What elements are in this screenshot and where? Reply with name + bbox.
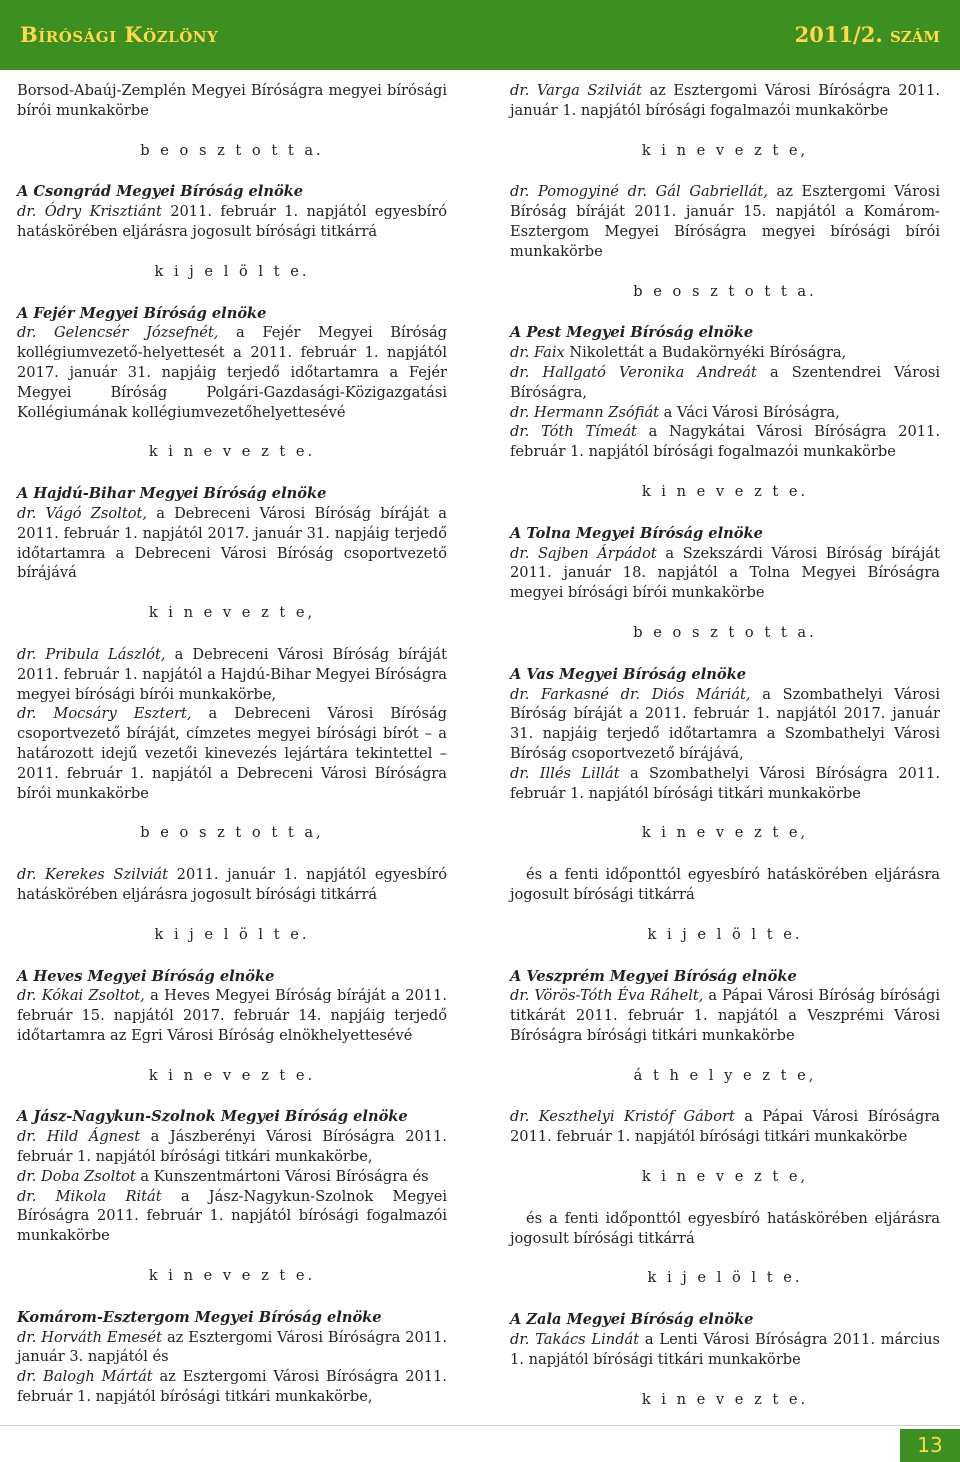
person-name: dr. Takács Lindát — [510, 1331, 640, 1349]
person-name: dr. Sajben Árpádot — [510, 544, 657, 562]
paragraph: és a fenti időponttól egyesbíró hatáskörében eljárásra jogosult bírósági titkárrá — [510, 866, 940, 903]
person-name: dr. Kókai Zsoltot, — [17, 987, 145, 1005]
paragraph-text: a Debreceni Városi Bíróság bíráját a 2011. február 1. napjától 2017. január 31. napjáig terjedő időtartamra a Debreceni Városi Bíróság csoportvezető bírájává — [17, 504, 447, 582]
paragraph — [17, 1367, 447, 1407]
paragraph-text: a Váci Városi Bíróságra, — [659, 403, 840, 421]
decision-verb: k i j e l ö l t e. — [154, 262, 310, 280]
section-heading: Komárom-Esztergom Megyei Bíróság elnöke — [17, 1308, 382, 1326]
paragraph-text: a Jász-Nagykun-Szolnok Megyei Bíróságra 2011. február 1. napjától bírósági fogalmazói munkakörbe — [17, 1187, 447, 1245]
decision-verb: k i n e v e z t e. — [148, 443, 316, 461]
person-name: dr. Hild Ágnest — [17, 1128, 141, 1146]
paragraph-text: a Debreceni Városi Bíróság bíráját 2011. február 1. napjától a Hajdú-Bihar Megyei Bíróságra megyei bírósági bírói munkakörbe, — [17, 645, 447, 703]
paragraph — [510, 182, 940, 261]
paragraph-text: a Kunszentmártoni Városi Bíróságra és — [135, 1167, 429, 1185]
decision-verb: k i j e l ö l t e. — [154, 925, 310, 943]
paragraph-text: Nikolettát a Budakörnyéki Bíróságra, — [564, 344, 847, 362]
paragraph — [510, 986, 940, 1045]
paragraph-text: a Pápai Városi Bíróságra 2011. február 1. napjától bírósági titkári munkakörbe — [510, 1108, 940, 1146]
decision-verb: k i n e v e z t e. — [148, 1267, 316, 1285]
decision-verb: k i j e l ö l t e. — [647, 1269, 803, 1287]
section-heading: A Heves Megyei Bíróság elnöke — [17, 967, 275, 985]
decision-verb: b e o s z t o t t a. — [633, 623, 817, 641]
section-heading: A Zala Megyei Bíróság elnöke — [510, 1311, 754, 1329]
paragraph — [510, 544, 940, 603]
section-heading: A Vas Megyei Bíróság elnöke — [510, 665, 747, 683]
paragraph-text: 2011. január 1. napjától egyesbíró hatáskörében eljárásra jogosult bírósági titkárrá — [17, 866, 447, 903]
paragraph — [510, 685, 940, 764]
person-name: dr. Vörös-Tóth Éva Ráhelt, — [510, 987, 704, 1005]
issue-label: 2011/2. szám — [794, 22, 940, 47]
decision-verb: k i n e v e z t e. — [641, 1390, 809, 1408]
person-name: dr. Pomogyiné dr. Gál Gabriellát, — [510, 183, 768, 201]
person-name: dr. Illés Lillát — [510, 764, 620, 782]
person-name: dr. Keszthelyi Kristóf Gábort — [510, 1108, 735, 1126]
paragraph-text: a Debreceni Városi Bíróság csoportvezető bíráját, címzetes megyei bírósági bírót – a határozott idejű vezetői kinevezés lejártára tekintettel – 2011. február 1. napjától a Debreceni Városi Bíróságra bírói munkakörbe — [17, 705, 447, 802]
paragraph-text: az Esztergomi Városi Bíróságra 2011. február 1. napjától bírósági titkári munkakörbe, — [17, 1368, 447, 1406]
decision-verb: á t h e l y e z t e, — [633, 1066, 817, 1084]
section-heading: A Veszprém Megyei Bíróság elnöke — [510, 967, 797, 985]
paragraph — [17, 704, 447, 803]
paragraph-text: 2011. február 1. napjától egyesbíró hatáskörében eljárásra jogosult bírósági titkárrá — [17, 203, 447, 240]
person-name: dr. Mikola Ritát — [17, 1187, 162, 1205]
paragraph — [510, 422, 940, 462]
page-number: 13 — [900, 1429, 960, 1462]
paragraph — [17, 865, 447, 905]
paragraph — [510, 363, 940, 403]
person-name: dr. Kerekes Szilviát — [17, 866, 168, 884]
person-name: dr. Hallgató Veronika Andreát — [510, 363, 757, 381]
person-name: dr. Hermann Zsófiát — [510, 403, 660, 421]
person-name: dr. Tóth Tímeát — [510, 423, 637, 441]
paragraph — [17, 1127, 447, 1167]
decision-verb: k i n e v e z t e, — [641, 824, 809, 842]
person-name: dr. Faix — [510, 344, 565, 362]
decision-verb: b e o s z t o t t a. — [140, 141, 324, 159]
paragraph — [17, 202, 447, 242]
person-name: dr. Doba Zsoltot — [17, 1167, 136, 1185]
section-heading: A Tolna Megyei Bíróság elnöke — [510, 524, 763, 542]
decision-verb: b e o s z t o t t a. — [633, 282, 817, 300]
paragraph-text: a Heves Megyei Bíróság bíráját a 2011. február 15. napjától 2017. február 14. napjáig terjedő időtartamra az Egri Városi Bíróság elnökhelyettesévé — [17, 987, 447, 1044]
person-name: dr. Varga Szilviát — [510, 82, 642, 99]
person-name: dr. Pribula Lászlót, — [17, 645, 166, 663]
left-column — [17, 81, 447, 1407]
person-name: dr. Vágó Zsoltot, — [17, 504, 147, 522]
paragraph-text: a Szekszárdi Városi Bíróság bíráját 2011. január 18. napjától a Tolna Megyei Bíróságra megyei bírósági bírói munkakörbe — [510, 544, 940, 602]
person-name: dr. Horváth Emesét — [17, 1328, 163, 1346]
paragraph-text: az Esztergomi Városi Bíróságra 2011. január 3. napjától és — [17, 1328, 447, 1366]
paragraph — [17, 645, 447, 704]
paragraph — [17, 1167, 447, 1187]
paragraph — [17, 986, 447, 1045]
paragraph-text: az Esztergomi Városi Bíróságra 2011. január 1. napjától bírósági fogalmazói munkakörbe — [510, 82, 940, 119]
journal-header — [0, 0, 960, 70]
paragraph-text: a Pápai Városi Bíróság bírósági titkárát 2011. február 1. napjától a Veszprémi Városi Bíróságra bírósági titkári munkakörbe — [510, 987, 940, 1044]
decision-verb: k i n e v e z t e. — [148, 1066, 316, 1084]
decision-verb: k i n e v e z t e, — [641, 1168, 809, 1186]
person-name: dr. Gelencsér Józsefnét, — [17, 324, 219, 342]
paragraph — [17, 504, 447, 583]
decision-verb: k i j e l ö l t e. — [647, 925, 803, 943]
section-heading: A Csongrád Megyei Bíróság elnöke — [17, 183, 304, 201]
paragraph — [510, 81, 940, 121]
paragraph — [510, 403, 940, 423]
section-heading: A Hajdú-Bihar Megyei Bíróság elnöke — [17, 485, 327, 503]
paragraph — [17, 323, 447, 422]
paragraph: és a fenti időponttól egyesbíró hatáskörében eljárásra jogosult bírósági titkárrá — [510, 1209, 940, 1247]
decision-verb: k i n e v e z t e, — [641, 141, 809, 159]
person-name: dr. Balogh Mártát — [17, 1368, 153, 1386]
paragraph: Borsod-Abaúj-Zemplén Megyei Bíróságra megyei bírósági bírói munkakörbe — [17, 82, 447, 119]
paragraph — [510, 764, 940, 804]
issue-number — [795, 22, 940, 47]
decision-verb: k i n e v e z t e. — [641, 482, 809, 500]
section-heading: A Pest Megyei Bíróság elnöke — [510, 324, 754, 342]
paragraph — [17, 1328, 447, 1368]
paragraph-text: a Szentendrei Városi Bíróságra, — [510, 363, 940, 401]
paragraph — [510, 1330, 940, 1370]
paragraph-text: a Jászberényi Városi Bíróságra 2011. február 1. napjától bírósági titkári munkakörbe, — [17, 1128, 447, 1166]
paragraph-text: a Szombathelyi Városi Bíróság bíráját a 2011. február 1. napjától 2017. január 31. napjáig terjedő időtartamra a Szombathelyi Városi Bíróság csoportvezető bírájává, — [510, 685, 940, 762]
footer-divider — [0, 1425, 960, 1426]
section-heading: A Jász-Nagykun-Szolnok Megyei Bíróság elnöke — [17, 1108, 408, 1126]
journal-title: Bírósági Közlöny — [20, 22, 219, 47]
paragraph-text: az Esztergomi Városi Bíróság bíráját 2011. január 15. napjától a Komárom-Esztergom Megyei Bíróságra megyei bírósági bírói munkakörbe — [510, 183, 940, 260]
paragraph — [510, 1107, 940, 1147]
paragraph-text: a Nagykátai Városi Bíróságra 2011. február 1. napjától bírósági fogalmazói munkakörbe — [510, 423, 940, 461]
paragraph-text: a Szombathelyi Városi Bíróságra 2011. február 1. napjától bírósági titkári munkakörbe — [510, 764, 940, 802]
paragraph-text: a Fejér Megyei Bíróság kollégiumvezető-helyettesét a 2011. február 1. napjától 2017. január 31. napjáig terjedő időtartamra a Fejér Megyei Bíróság Polgári-Gazdasági-Közigazgatási Kollégiumának kollégiumvezetőhelyettesévé — [17, 324, 447, 421]
person-name: dr. Mocsáry Esztert, — [17, 705, 192, 723]
section-heading: A Fejér Megyei Bíróság elnöke — [17, 304, 267, 322]
person-name: dr. Farkasné dr. Diós Máriát, — [510, 685, 751, 703]
paragraph — [510, 343, 940, 363]
paragraph — [17, 1187, 447, 1246]
decision-verb: k i n e v e z t e, — [148, 604, 316, 622]
paragraph-text: a Lenti Városi Bíróságra 2011. március 1. napjától bírósági titkári munkakörbe — [510, 1331, 940, 1368]
right-column — [510, 81, 940, 1431]
person-name: dr. Ódry Krisztiánt — [17, 203, 162, 221]
decision-verb: b e o s z t o t t a, — [140, 824, 324, 842]
